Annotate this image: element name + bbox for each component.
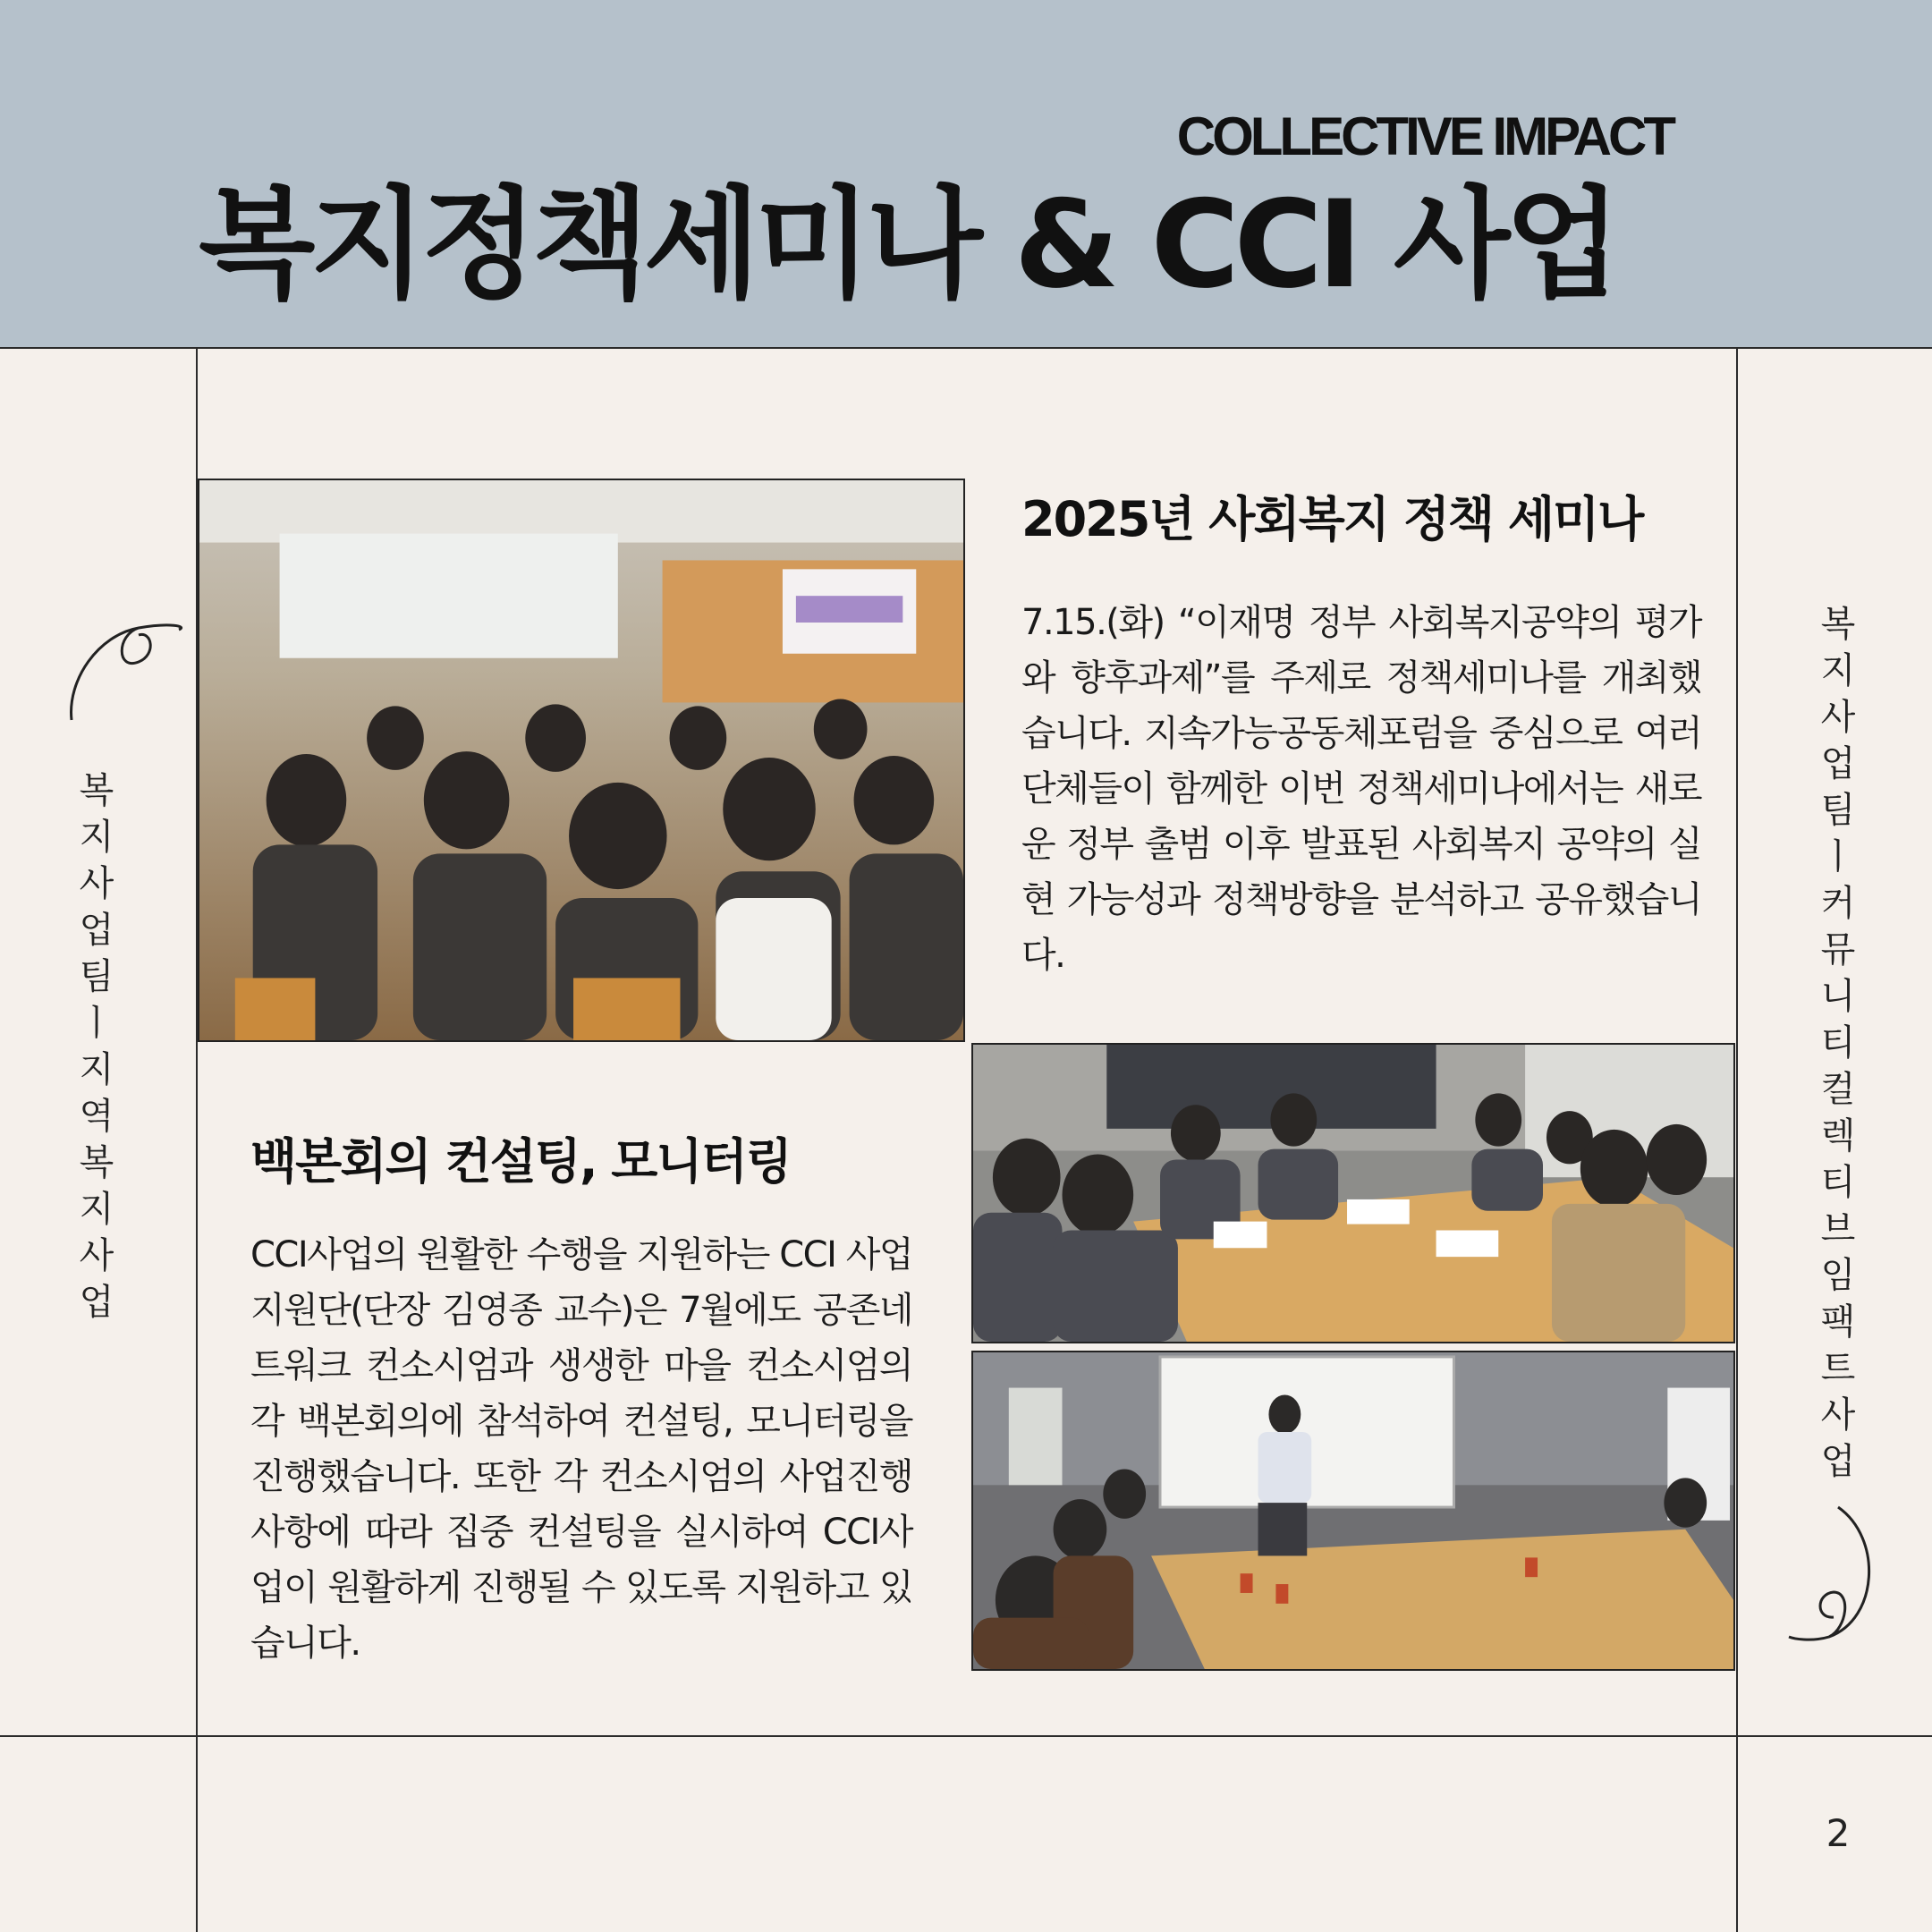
- consulting-heading: 백본회의 컨설팅, 모니터링: [250, 1133, 791, 1190]
- seminar-photo: [198, 479, 965, 1042]
- frame-line-bottom: [0, 1735, 1932, 1737]
- left-swirl-icon: [63, 608, 188, 724]
- seminar-body: 7.15.(화) “이재명 정부 사회복지공약의 평가와 향후과제”를 주제로 정책세미나를 개최했습니다. 지속가능공동체포럼을 중심으로 여러 단체들이 함께한 이번 정책세미나에서는 새로운 정부 출범 이후 발표된 사회복지 공약의 실현 가능성과 정책방향을 분석하고 공유했습니다.: [1021, 602, 1701, 976]
- header-eyebrow: COLLECTIVE IMPACT: [1176, 106, 1673, 166]
- seminar-heading: 2025년 사회복지 정책 세미나: [1021, 491, 1643, 547]
- right-side-label: 복지사업팀ㅣ커뮤니티컬렉티브임팩트 사업: [1820, 604, 1868, 1482]
- page-title: 복지정책세미나 & CCI 사업: [199, 174, 1616, 315]
- consulting-body: CCI사업의 원활한 수행을 지원하는 CCI 사업지원단(단장 김영종 교수)은 7월에도 공존네트워크 컨소시엄과 생생한 마을 컨소시엄의 각 백본회의에 참석하여 컨설팅, 모니터링을 진행했습니다. 또한 각 컨소시엄의 사업진행사항에 따라 집중 컨설팅을 실시하여 CCI사업이 원활하게 진행될 수 있도록 지원하고 있습니다.: [250, 1234, 912, 1664]
- meeting-photo-image: [973, 1045, 1733, 1342]
- left-side-label: 복지사업팀ㅣ지역복지사업: [79, 770, 114, 1323]
- frame-line-right: [1736, 349, 1738, 1932]
- whiteboard-photo: [971, 1351, 1735, 1671]
- whiteboard-photo-image: [973, 1352, 1733, 1669]
- header-band: [0, 0, 1932, 349]
- page-number: 2: [1826, 1811, 1851, 1855]
- right-swirl-icon: [1784, 1503, 1883, 1646]
- meeting-photo: [971, 1043, 1735, 1343]
- seminar-photo-image: [199, 480, 963, 1040]
